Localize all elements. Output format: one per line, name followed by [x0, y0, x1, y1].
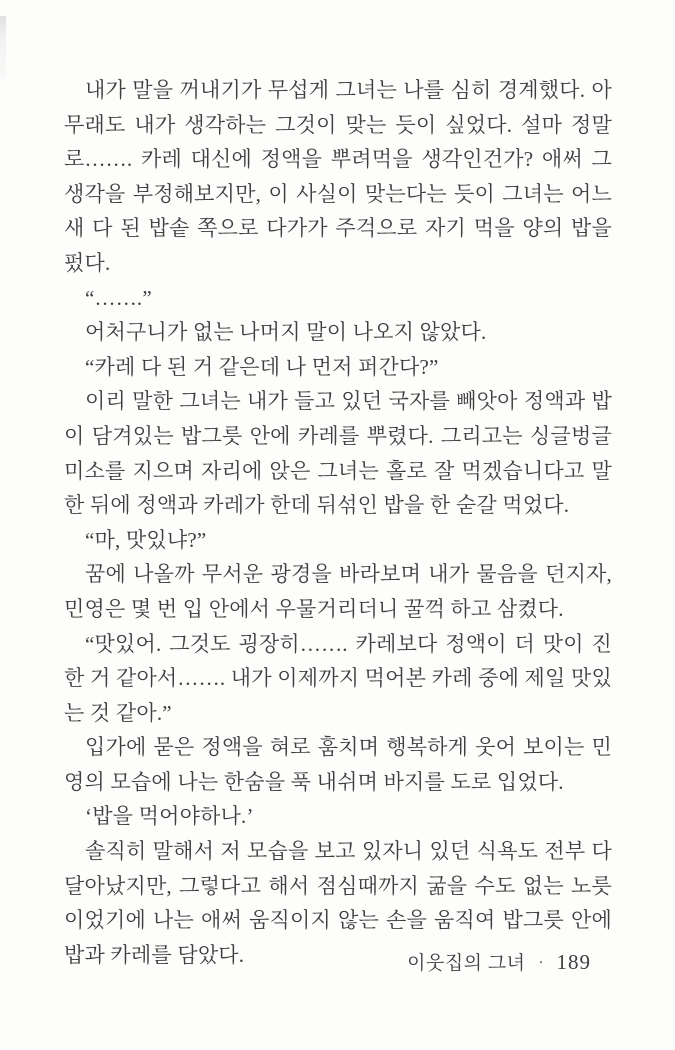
body-paragraph: 솔직히 말해서 저 모습을 보고 있자니 있던 식욕도 전부 다 달아났지만, 그렇다고 해서 점심때까지 굶을 수도 없는 노릇이었기에 나는 애써 움직이지 않는 손을 움직여 밥그릇 안에 밥과 카레를 담았다.	[64, 839, 612, 967]
body-text	[64, 73, 612, 972]
running-title: 이웃집의 그녀	[407, 953, 526, 974]
body-paragraph: 내가 말을 꺼내기가 무섭게 그녀는 나를 심히 경계했다. 아무래도 내가 생각하는 그것이 맞는 듯이 싶었다. 설마 정말로……. 카레 대신에 정액을 뿌려먹을 생각인건가? 애써 그 생각을 부정해보지만, 이 사실이 맞는다는 듯이 그녀는 어느새 다 된 밥솥 쪽으로 다가가 주걱으로 자기 먹을 양의 밥을 펐다.	[64, 78, 612, 275]
body-paragraph: “…….”	[85, 285, 152, 310]
scan-artifact-mark	[0, 16, 6, 78]
body-paragraph: “카레 다 된 거 같은데 나 먼저 퍼간다?”	[85, 354, 439, 379]
body-paragraph: 입가에 묻은 정액을 혀로 훔치며 행복하게 웃어 보이는 민영의 모습에 나는 한숨을 푹 내쉬며 바지를 도로 입었다.	[64, 735, 612, 794]
body-paragraph: 이리 말한 그녀는 내가 들고 있던 국자를 빼앗아 정액과 밥이 담겨있는 밥그릇 안에 카레를 뿌렸다. 그리고는 싱글벙글 미소를 지으며 자리에 앉은 그녀는 홀로 잘 먹겠습니다고 말한 뒤에 정액과 카레가 한데 뒤섞인 밥을 한 숟갈 먹었다.	[64, 389, 612, 518]
page-number: 189	[556, 950, 591, 974]
body-paragraph: 어처구니가 없는 나머지 말이 나오지 않았다.	[85, 320, 487, 345]
body-paragraph: “마, 맛있냐?”	[85, 527, 207, 552]
body-paragraph: “맛있어. 그것도 굉장히……. 카레보다 정액이 더 맛이 진한 거 같아서……. 내가 이제까지 먹어본 카레 중에 제일 맛있는 것 같아.”	[64, 631, 612, 725]
body-paragraph: ‘밥을 먹어야하나.’	[85, 804, 254, 829]
body-paragraph: 꿈에 나올까 무서운 광경을 바라보며 내가 물음을 던지자, 민영은 몇 번 입 안에서 우물거리더니 꿀꺽 하고 삼켰다.	[64, 562, 612, 621]
footer-separator-dot: ·	[538, 955, 544, 971]
page-footer	[0, 948, 591, 975]
